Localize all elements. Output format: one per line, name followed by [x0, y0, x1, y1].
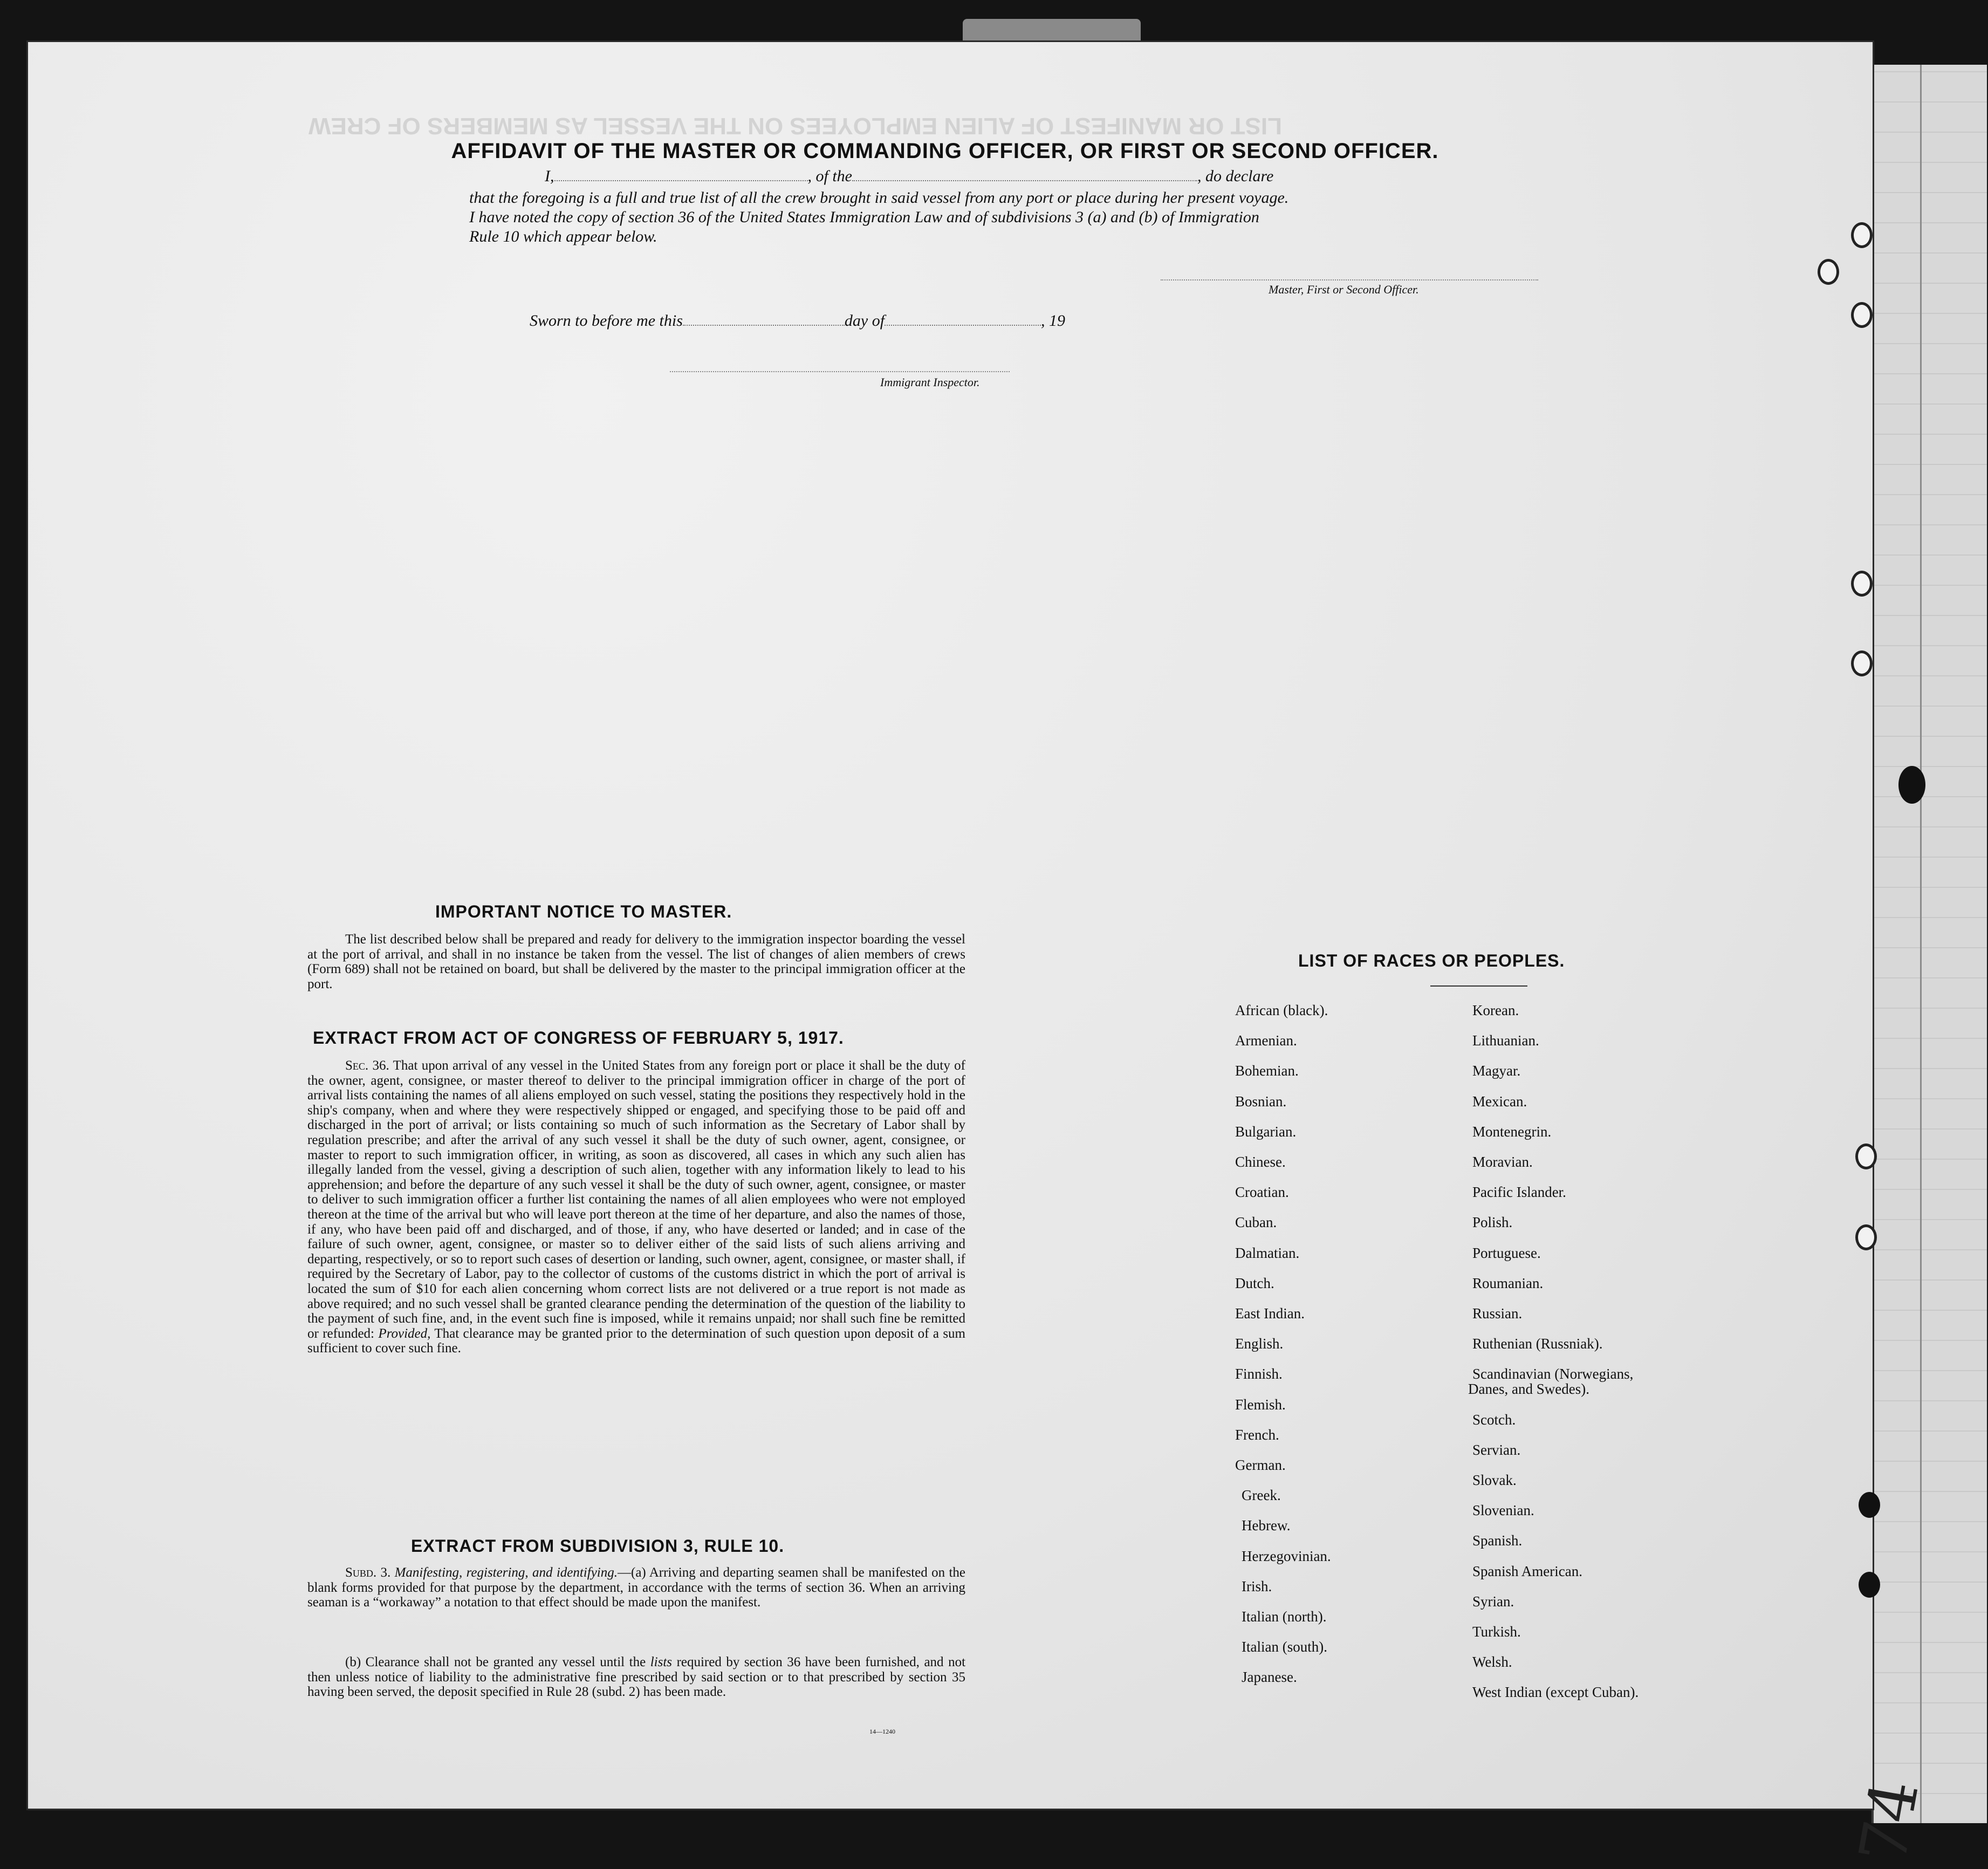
- race-item: Russian.: [1472, 1305, 1523, 1322]
- adjacent-page-edge: [1872, 65, 1987, 1823]
- race-item: Greek.: [1242, 1487, 1281, 1504]
- section-36-body: That upon arrival of any vessel in the United States from any foreign port or place it shall be the duty of the owner, agent, consignee, or master thereof to deliver to the principal immigration officer in charge of the port of arrival lists containing the names of all aliens employed on such vessel, stating the positions they respectively hold in the ship's company, when and where they were respectively shipped or engaged, and specifying those to be paid off and discharged in the port of arrival; or lists containing so much of such information as the Secretary of Labor shall by regulation prescribe; and after the arrival of any such vessel it shall be the duty of such owner, agent, consignee, or master to report to such immigration officer, in writing, as soon as discovered, all cases in which any such alien has illegally landed from the vessel, giving a description of such alien, together with any information likely to lead to his apprehension; and before the departure of any such vessel it shall be the duty of such owner, agent, consignee, or master to deliver to such immigration officer a further list containing the names of all alien employees who were not employed thereon at the time of the arrival but who will leave port thereon at the time of her departure, and also the names of those, if any, who have been paid off and discharged, and of those, if any, who have deserted or landed; and in case of the failure of such owner, agent, consignee, or master so to deliver either of the said lists of such aliens arriving and departing, respectively, or so to report such cases of desertion or landing, such owner, agent, consignee, or master shall, if required by the Secretary of Labor, pay to the collector of customs of the customs district in which the port of arrival is located the sum of $10 for each alien concerning whom correct lists are not delivered or a true report is not made as above required; and no such vessel shall be granted clearance pending the determination of the question of the liability to the payment of such fine, and, in the event such fine is imposed, while it remains unpaid; nor shall such fine be remitted or refunded:: [307, 1058, 965, 1341]
- declaration-line-3: I have noted the copy of section 36 of the United States Immigration Law and of subdivisions 3 (a) and (b) of Immigration: [469, 208, 1259, 226]
- notice-text: The list described below shall be prepared and ready for delivery to the immigration inspector boarding the vessel at the port of arrival, and shall in no instance be taken from the vessel. The list of changes of alien members of crews (Form 689) shall not be retained on board, but shall be delivered by the master to the principal immigration officer at the port.: [307, 932, 965, 991]
- race-item: African (black).: [1235, 1002, 1328, 1018]
- race-item: West Indian (except Cuban).: [1472, 1684, 1639, 1701]
- name-blank[interactable]: [554, 180, 808, 181]
- race-item: Montenegrin.: [1472, 1123, 1552, 1140]
- race-item: Slovenian.: [1472, 1502, 1534, 1519]
- notice-heading: IMPORTANT NOTICE TO MASTER.: [435, 902, 732, 921]
- declaration-line-4: Rule 10 which appear below.: [469, 228, 657, 245]
- race-item: Moravian.: [1472, 1154, 1533, 1170]
- race-item: Hebrew.: [1242, 1517, 1291, 1534]
- race-item: Mexican.: [1472, 1093, 1527, 1110]
- sworn-day-of: day of: [844, 312, 885, 330]
- declaration-line-2: that the foregoing is a full and true list of all the crew brought in said vessel from any port or place during her present voyage.: [469, 189, 1289, 207]
- subdivision-3-text: [307, 1565, 965, 1610]
- race-item: Bohemian.: [1235, 1063, 1299, 1079]
- subdivision-3-b-lists: lists: [650, 1655, 673, 1669]
- race-item: Dutch.: [1235, 1275, 1274, 1291]
- race-item: French.: [1235, 1426, 1279, 1443]
- race-item: Finnish.: [1235, 1366, 1283, 1382]
- race-item: German.: [1235, 1457, 1286, 1473]
- race-item: Japanese.: [1242, 1669, 1297, 1686]
- punch-hole: [1851, 302, 1873, 328]
- race-item: Italian (north).: [1242, 1608, 1327, 1625]
- section-36-end: That clearance may be granted prior to the determination of such question upon deposit of a sum sufficient to cover such fine.: [307, 1326, 966, 1356]
- race-item: English.: [1235, 1336, 1284, 1352]
- declaration-line-1: [545, 167, 1273, 186]
- subdivision-3-label: Subd. 3.: [345, 1565, 391, 1580]
- declaration-i: I,: [545, 167, 554, 185]
- race-item: Flemish.: [1235, 1396, 1286, 1413]
- race-item: Turkish.: [1472, 1624, 1521, 1640]
- races-title-rule: [1430, 985, 1527, 987]
- race-item: Roumanian.: [1472, 1275, 1544, 1291]
- race-item: Servian.: [1472, 1441, 1521, 1458]
- sworn-text: Sworn to before me this: [530, 312, 683, 330]
- punch-hole: [1851, 222, 1873, 248]
- race-item: Magyar.: [1472, 1063, 1521, 1079]
- race-item: Slovak.: [1472, 1472, 1517, 1488]
- race-item: Scotch.: [1472, 1411, 1516, 1428]
- affidavit-title: AFFIDAVIT OF THE MASTER OR COMMANDING OFFICER, OR FIRST OR SECOND OFFICER.: [451, 139, 1439, 163]
- race-item: Danes, and Swedes).: [1468, 1381, 1589, 1398]
- race-item: Irish.: [1242, 1578, 1272, 1594]
- form-number: 14—1240: [869, 1728, 895, 1735]
- race-item: Scandinavian (Norwegians,: [1472, 1366, 1634, 1382]
- extract-act-heading: EXTRACT FROM ACT OF CONGRESS OF FEBRUARY 5, 1917.: [313, 1028, 844, 1048]
- subdivision-3-b: [307, 1655, 965, 1700]
- race-item: Chinese.: [1235, 1154, 1286, 1170]
- declaration-of-the: , of the: [807, 167, 852, 185]
- inspector-signature-label: Immigrant Inspector.: [880, 375, 980, 389]
- punch-hole: [1898, 766, 1925, 804]
- race-item: Bosnian.: [1235, 1093, 1287, 1110]
- manifest-sheet: [28, 42, 1934, 1869]
- race-item: Italian (south).: [1242, 1639, 1327, 1655]
- declaration-do-declare: , do declare: [1197, 167, 1274, 185]
- subdivision-3-b-start: (b) Clearance shall not be granted any vessel until the: [345, 1655, 646, 1669]
- punch-hole: [1855, 1144, 1877, 1169]
- inspector-signature-line[interactable]: [670, 371, 1010, 372]
- race-item: Herzegovinian.: [1242, 1548, 1331, 1564]
- adjacent-page-rule: [1920, 65, 1922, 1823]
- section-36-text: [307, 1058, 965, 1356]
- sworn-day-blank[interactable]: [683, 325, 845, 326]
- race-item: Spanish American.: [1472, 1563, 1582, 1579]
- race-item: Spanish.: [1472, 1532, 1523, 1549]
- punch-hole: [1855, 1224, 1877, 1250]
- subdivision-3-b-end: required by section 36 have been furnished, and not then unless notice of liability to the administrative fine prescribed by said section or to that prescribed by section 35 having been served, the deposit specified in Rule 28 (subd. 2) has been made.: [307, 1655, 966, 1700]
- sworn-month-blank[interactable]: [885, 325, 1041, 326]
- master-signature-label: Master, First or Second Officer.: [1269, 283, 1419, 296]
- race-item: Bulgarian.: [1235, 1123, 1297, 1140]
- race-item: Cuban.: [1235, 1214, 1277, 1231]
- subdivision-3-title: Manifesting, registering, and identifying.: [394, 1565, 618, 1580]
- race-item: Lithuanian.: [1472, 1032, 1539, 1049]
- extract-rule-heading: EXTRACT FROM SUBDIVISION 3, RULE 10.: [411, 1536, 785, 1556]
- section-36-label: Sec. 36.: [345, 1058, 389, 1073]
- races-title: LIST OF RACES OR PEOPLES.: [1298, 951, 1565, 970]
- sworn-line: [530, 312, 1065, 330]
- race-item: Dalmatian.: [1235, 1244, 1300, 1261]
- sworn-year: , 19: [1041, 312, 1066, 330]
- vessel-blank[interactable]: [852, 180, 1197, 181]
- punch-hole: [1859, 1492, 1880, 1518]
- subdivision-3-a: —(a) Arriving and departing seamen shall be manifested on the blank forms provided for that purpose by the department, in accordance with the terms of section 36. When an arriving seaman is a “workaway” a notation to that effect should be made upon the manifest.: [307, 1565, 965, 1610]
- master-signature-line[interactable]: [1161, 279, 1538, 280]
- handwritten-page-number: 74: [1845, 1775, 1934, 1869]
- race-item: Polish.: [1472, 1214, 1513, 1231]
- race-item: Welsh.: [1472, 1654, 1512, 1671]
- punch-hole: [1851, 651, 1873, 676]
- race-item: Ruthenian (Russniak).: [1472, 1336, 1603, 1352]
- race-item: Portuguese.: [1472, 1244, 1541, 1261]
- punch-hole: [1818, 259, 1839, 285]
- race-item: Korean.: [1472, 1002, 1519, 1018]
- punch-hole: [1851, 571, 1873, 597]
- race-item: East Indian.: [1235, 1305, 1305, 1322]
- punch-hole: [1859, 1572, 1880, 1598]
- bleed-through-decoration: LIST OR MANIFEST OF ALIEN EMPLOYEES ON THE VESSEL AS MEMBERS OF CREW: [309, 113, 1282, 139]
- section-36-provided: Provided,: [378, 1326, 431, 1341]
- race-item: Armenian.: [1235, 1032, 1297, 1049]
- race-item: Syrian.: [1472, 1593, 1514, 1610]
- race-item: Pacific Islander.: [1472, 1184, 1566, 1201]
- race-item: Croatian.: [1235, 1184, 1289, 1201]
